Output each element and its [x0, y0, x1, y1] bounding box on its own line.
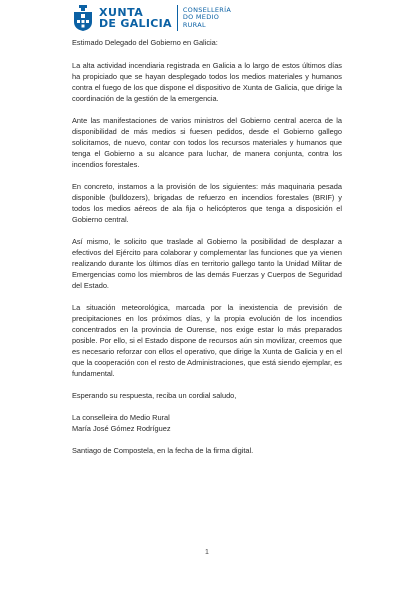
letterhead	[72, 3, 231, 33]
department-name	[183, 7, 231, 30]
paragraph-2: Ante las manifestaciones de varios ministros del Gobierno central acerca de la disponibilidad de más medios si fuesen pedidos, desde el Gobierno gallego solicitamos, de nuevo, contar con todos los recursos materiales y humanos que tenga el Gobierno a su alcance para luchar, de manera conjunta, contra los incendios forestales.	[72, 116, 342, 169]
closing: Esperando su respuesta, reciba un cordial saludo,	[72, 391, 237, 400]
paragraph-3: En concreto, instamos a la provisión de los siguientes: más maquinaria pesada disponible (bulldozers), brigadas de refuerzo en incendios forestales (BRIF) y todos los medios aéreos de ala fija o helicópteros que tenga a disposición el Gobierno central.	[72, 182, 342, 224]
place-date: Santiago de Compostela, en la fecha de la firma digital.	[72, 446, 254, 455]
paragraph-1: La alta actividad incendiaria registrada en Galicia a lo largo de estos últimos días ha propiciado que se hayan desplegado todos los medios materiales y humanos contra el fuego de los que dispone el dispositivo de Xunta de Galicia, que dirige la coordinación de la gestión de la emergencia.	[72, 61, 342, 103]
paragraph-5: La situación meteorológica, marcada por la inexistencia de previsión de precipitaciones en los próximos días, y la propia evolución de los incendios concentrados en la provincia de Ourense, nos exige estar lo más preparados posible. Por ello, si el Estado dispone de recursos aún sin movilizar, creemos que es necesario reforzar con ellos el operativo, que dirige la Xunta de Galicia y en el que la cooperación con el resto de Administraciones, que está siendo ejemplar, es fundamental.	[72, 303, 342, 378]
page-number: 1	[205, 549, 209, 556]
department-line-1: CONSELLERÍA	[182, 5, 232, 14]
brand-line-2: DE GALICIA	[99, 17, 172, 30]
signature-role: La conselleira do Medio Rural	[72, 413, 170, 422]
header-divider	[177, 5, 178, 31]
brand-wordmark	[99, 7, 172, 29]
signature-block	[72, 412, 342, 434]
xunta-crest-icon	[72, 5, 94, 31]
brand-line-1: XUNTA	[99, 6, 144, 19]
greeting: Estimado Delegado del Gobierno en Galicia:	[72, 38, 218, 47]
paragraph-4: Así mismo, le solicito que traslade al Gobierno la posibilidad de desplazar a efectivos del Ejército para colaborar y complementar las funciones que ya vienen realizando durante los últimos días en territorio gallego tanto la Unidad Militar de Emergencias como los miembros de las demás Fuerzas y Cuerpos de Seguridad del Estado.	[72, 237, 342, 290]
department-line-2: DO MEDIO	[182, 13, 220, 22]
department-line-3: RURAL	[182, 20, 206, 29]
letter-body	[72, 37, 342, 467]
signature-name: María José Gómez Rodríguez	[72, 424, 171, 433]
